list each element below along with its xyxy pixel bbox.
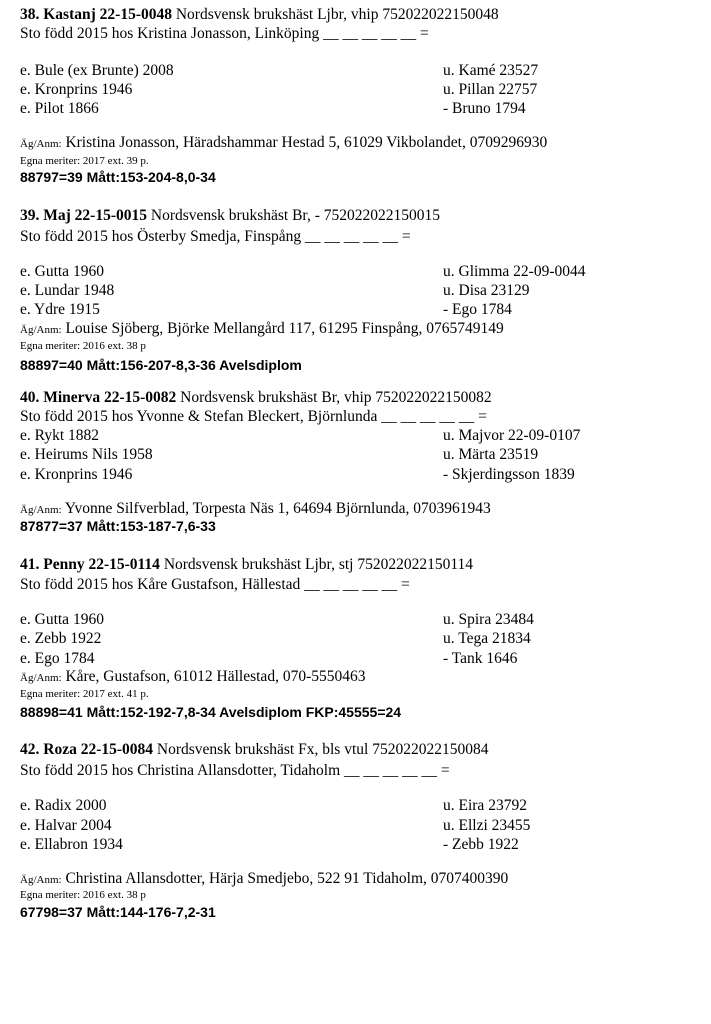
entry-heading [20, 6, 499, 24]
sire-line-1: e. Bule (ex Brunte) 2008 [20, 62, 174, 79]
owner-label: Äg/Anm: [20, 504, 62, 516]
horse-breed-info: Nordsvensk brukshäst Fx, bls vtul 752022022150084 [153, 741, 489, 758]
score-line: 88797=39 Mått:153-204-8,0-34 [20, 169, 216, 185]
sire-line-2: e. Zebb 1922 [20, 630, 102, 647]
birth-line: Sto född 2015 hos Kristina Jonasson, Linköping __ __ __ __ __ = [20, 25, 429, 42]
horse-name-reg: 41. Penny 22-15-0114 [20, 556, 160, 573]
owner-line [20, 320, 504, 339]
dam-line-2: u. Tega 21834 [443, 630, 531, 647]
owner-line [20, 870, 508, 889]
dam-line-2: u. Ellzi 23455 [443, 817, 531, 834]
owner-label: Äg/Anm: [20, 874, 62, 886]
birth-line: Sto född 2015 hos Christina Allansdotter, Tidaholm __ __ __ __ __ = [20, 762, 450, 779]
birth-line: Sto född 2015 hos Yvonne & Stefan Bleckert, Björnlunda __ __ __ __ __ = [20, 408, 487, 425]
horse-name-reg: 38. Kastanj 22-15-0048 [20, 6, 172, 23]
owner-line [20, 134, 547, 153]
sire-line-1: e. Rykt 1882 [20, 427, 100, 444]
entry-heading [20, 389, 492, 407]
meriter-line: Egna meriter: 2017 ext. 39 p. [20, 155, 149, 167]
sire-line-2: e. Kronprins 1946 [20, 81, 133, 98]
meriter-line: Egna meriter: 2016 ext. 38 p [20, 340, 146, 352]
sire-line-1: e. Radix 2000 [20, 797, 107, 814]
dam-line-2: u. Märta 23519 [443, 446, 539, 463]
sire-line-2: e. Lundar 1948 [20, 282, 115, 299]
horse-breed-info: Nordsvensk brukshäst Ljbr, stj 752022022150114 [159, 556, 474, 573]
sire-line-3: e. Ellabron 1934 [20, 836, 123, 853]
horse-breed-info: Nordsvensk brukshäst Ljbr, vhip 752022022150048 [171, 6, 499, 23]
horse-name-reg: 39. Maj 22-15-0015 [20, 207, 147, 224]
score-line: 88898=41 Mått:152-192-7,8-34 Avelsdiplom FKP:45555=24 [20, 704, 402, 720]
dam-line-1: u. Glimma 22-09-0044 [443, 263, 586, 280]
dam-line-3: - Bruno 1794 [443, 100, 526, 117]
dam-line-1: u. Spira 23484 [443, 611, 534, 628]
sire-line-3: e. Pilot 1866 [20, 100, 99, 117]
sire-line-2: e. Halvar 2004 [20, 817, 112, 834]
horse-breed-info: Nordsvensk brukshäst Br, vhip 752022022150082 [176, 389, 492, 406]
sire-line-2: e. Heirums Nils 1958 [20, 446, 153, 463]
sire-line-3: e. Ego 1784 [20, 650, 95, 667]
horse-breed-info: Nordsvensk brukshäst Br, - 752022022150015 [147, 207, 441, 224]
owner-line [20, 500, 491, 519]
meriter-line: Egna meriter: 2016 ext. 38 p [20, 889, 146, 901]
dam-line-1: u. Kamé 23527 [443, 62, 539, 79]
dam-line-2: u. Pillan 22757 [443, 81, 538, 98]
birth-line: Sto född 2015 hos Kåre Gustafson, Hällestad __ __ __ __ __ = [20, 576, 410, 593]
owner-text: Louise Sjöberg, Björke Mellangård 117, 61295 Finspång, 0765749149 [61, 320, 504, 337]
score-line: 67798=37 Mått:144-176-7,2-31 [20, 904, 216, 920]
dam-line-3: - Zebb 1922 [443, 836, 519, 853]
score-line: 87877=37 Mått:153-187-7,6-33 [20, 518, 216, 534]
entry-heading [20, 207, 440, 225]
owner-label: Äg/Anm: [20, 672, 62, 684]
birth-line: Sto född 2015 hos Österby Smedja, Finspång __ __ __ __ __ = [20, 228, 411, 245]
owner-text: Yvonne Silfverblad, Torpesta Näs 1, 64694 Björnlunda, 0703961943 [61, 500, 491, 517]
dam-line-1: u. Majvor 22-09-0107 [443, 427, 581, 444]
owner-line [20, 668, 365, 687]
sire-line-1: e. Gutta 1960 [20, 263, 104, 280]
owner-label: Äg/Anm: [20, 138, 62, 150]
score-line: 88897=40 Mått:156-207-8,3-36 Avelsdiplom [20, 357, 302, 373]
dam-line-3: - Tank 1646 [443, 650, 518, 667]
entry-heading [20, 741, 488, 759]
owner-text: Kåre, Gustafson, 61012 Hällestad, 070-5550463 [61, 668, 366, 685]
dam-line-3: - Ego 1784 [443, 301, 512, 318]
horse-name-reg: 42. Roza 22-15-0084 [20, 741, 154, 758]
owner-text: Kristina Jonasson, Häradshammar Hestad 5, 61029 Vikbolandet, 0709296930 [61, 134, 548, 151]
sire-line-3: e. Ydre 1915 [20, 301, 100, 318]
owner-label: Äg/Anm: [20, 324, 62, 336]
dam-line-3: - Skjerdingsson 1839 [443, 466, 575, 483]
sire-line-3: e. Kronprins 1946 [20, 466, 133, 483]
dam-line-1: u. Eira 23792 [443, 797, 527, 814]
sire-line-1: e. Gutta 1960 [20, 611, 104, 628]
meriter-line: Egna meriter: 2017 ext. 41 p. [20, 688, 149, 700]
entry-heading [20, 556, 473, 574]
dam-line-2: u. Disa 23129 [443, 282, 530, 299]
horse-name-reg: 40. Minerva 22-15-0082 [20, 389, 177, 406]
owner-text: Christina Allansdotter, Härja Smedjebo, 522 91 Tidaholm, 0707400390 [61, 870, 509, 887]
